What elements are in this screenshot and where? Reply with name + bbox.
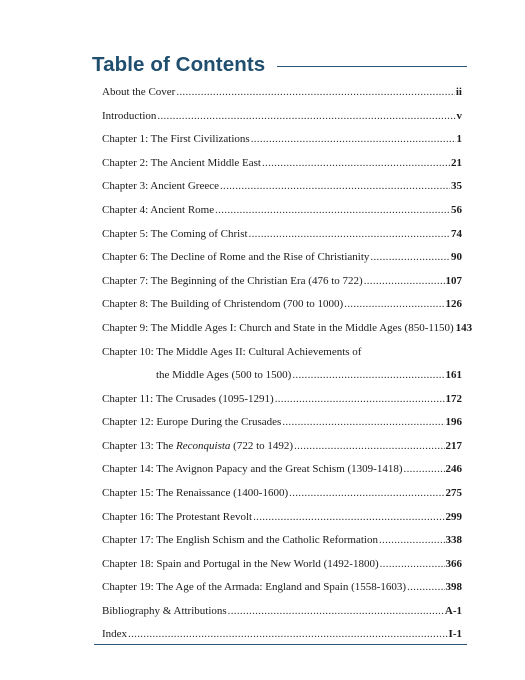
toc-entry-label: Chapter 7: The Beginning of the Christian Era (476 to 722): [102, 274, 363, 287]
toc-entry: [102, 81, 462, 105]
toc-entry-label: Chapter 9: The Middle Ages I: Church and State in the Middle Ages (850-1150): [102, 321, 454, 334]
toc-entry: [102, 411, 462, 435]
toc-entry-label: Chapter 12: Europe During the Crusades: [102, 416, 282, 429]
toc-entry-label: Chapter 3: Ancient Greece: [102, 180, 219, 193]
dot-leader: [262, 152, 450, 176]
dot-leader: [253, 506, 444, 530]
dot-leader: [249, 223, 450, 247]
dot-leader: [251, 128, 456, 152]
toc-entry-label: Chapter 18: Spain and Portugal in the New World (1492-1800): [102, 557, 379, 570]
toc-page-number: 161: [445, 369, 462, 382]
toc-page-number: A-1: [444, 604, 462, 617]
toc-page-number: I-1: [448, 628, 462, 641]
toc-entry: [102, 317, 473, 341]
toc-page-number: ii: [455, 86, 462, 98]
toc-entry-label: Chapter 4: Ancient Rome: [102, 203, 215, 216]
dot-leader: [294, 435, 444, 459]
toc-entry-label-italic: Reconquista: [176, 439, 231, 452]
toc-entry: [102, 270, 462, 294]
toc-page-number: 74: [451, 227, 462, 240]
dot-leader: [404, 458, 445, 482]
toc-entry: [102, 553, 462, 577]
toc-entry: [102, 576, 462, 600]
toc-entry-label: Introduction: [102, 109, 157, 122]
dot-leader: [289, 482, 444, 506]
toc-entry: [102, 293, 462, 317]
toc-entry: [102, 152, 462, 176]
toc-page-number: 90: [451, 251, 462, 264]
toc-entry: [102, 388, 462, 412]
toc-entry: [102, 199, 462, 223]
toc-entry-label: Chapter 14: The Avignon Papacy and the Great Schism (1309-1418): [102, 463, 403, 476]
dot-leader: [215, 199, 450, 223]
toc-page-number: 107: [445, 274, 462, 287]
toc-entry-label: Chapter 10: The Middle Ages II: Cultural Achievements of: [102, 345, 362, 358]
bottom-rule: [94, 644, 467, 645]
dot-leader: [282, 411, 444, 435]
dot-leader: [344, 293, 444, 317]
toc-entry: [102, 482, 462, 506]
toc-entry: [102, 175, 462, 199]
toc-page-number: 299: [445, 510, 462, 523]
toc-entry-label: Chapter 17: The English Schism and the Catholic Reformation: [102, 534, 378, 547]
toc-page-number: 217: [445, 439, 462, 452]
toc-page-number: 366: [445, 557, 462, 570]
toc-entry: [102, 246, 462, 270]
toc-page-number: 338: [445, 534, 462, 547]
toc-entry: [102, 223, 462, 247]
dot-leader: [379, 529, 445, 553]
toc-entry: [102, 341, 462, 388]
toc-page-number: 21: [451, 156, 462, 169]
dot-leader: [370, 246, 450, 270]
toc-entry-label: Chapter 16: The Protestant Revolt: [102, 510, 253, 523]
toc-entry-label: Chapter 11: The Crusades (1095-1291): [102, 392, 274, 405]
toc-entry: [102, 128, 462, 152]
dot-leader: [228, 600, 444, 624]
toc-entry-label-suffix: (722 to 1492): [230, 439, 294, 452]
dot-leader: [364, 270, 445, 294]
toc-entry-label: Chapter 19: The Age of the Armada: England and Spain (1558-1603): [102, 581, 407, 594]
toc-entry: [102, 435, 462, 459]
toc-entry: [102, 529, 462, 553]
dot-leader: [220, 175, 450, 199]
toc-entry-label: Chapter 15: The Renaissance (1400-1600): [102, 486, 289, 499]
dot-leader: [407, 576, 444, 600]
toc-entry-label: About the Cover: [102, 86, 176, 98]
toc-entry-label-prefix: Chapter 13: The: [102, 439, 177, 452]
dot-leader: [380, 553, 445, 577]
toc-page-number: 56: [451, 203, 462, 216]
toc-entry: [102, 600, 462, 624]
title-row: [92, 50, 467, 80]
title-rule: [277, 66, 467, 67]
toc-entry-label: [102, 435, 293, 459]
toc-page-number: 1: [456, 133, 462, 146]
toc-page-number: 35: [451, 180, 462, 193]
dot-leader: [275, 388, 445, 412]
dot-leader: [157, 105, 455, 129]
toc-page-number: 172: [445, 392, 462, 405]
toc-page-number: 196: [445, 416, 462, 429]
toc-entry-label-continued: the Middle Ages (500 to 1500): [156, 369, 292, 382]
toc-page-number: 275: [445, 486, 462, 499]
toc-page-number: 246: [445, 463, 462, 476]
table-of-contents: [102, 81, 473, 647]
toc-entry-label: Chapter 5: The Coming of Christ: [102, 227, 248, 240]
toc-entry: [102, 458, 462, 482]
toc-entry-label: Chapter 1: The First Civilizations: [102, 133, 250, 146]
toc-entry: [102, 506, 462, 530]
page-title: Table of Contents: [92, 53, 266, 76]
toc-page-number: 126: [445, 298, 462, 311]
toc-entry: [102, 105, 462, 129]
toc-page-number: 398: [445, 581, 462, 594]
toc-entry-label: Bibliography & Attributions: [102, 604, 227, 617]
dot-leader: [176, 81, 455, 105]
toc-entry-label: Chapter 2: The Ancient Middle East: [102, 156, 261, 169]
toc-entry-label: Chapter 8: The Building of Christendom (700 to 1000): [102, 298, 344, 311]
dot-leader: [292, 364, 444, 388]
toc-entry-label: Index: [102, 628, 128, 641]
toc-page-number: 143: [455, 321, 473, 334]
toc-entry-label: Chapter 6: The Decline of Rome and the Rise of Christianity: [102, 251, 370, 264]
toc-page-number: v: [456, 109, 462, 122]
